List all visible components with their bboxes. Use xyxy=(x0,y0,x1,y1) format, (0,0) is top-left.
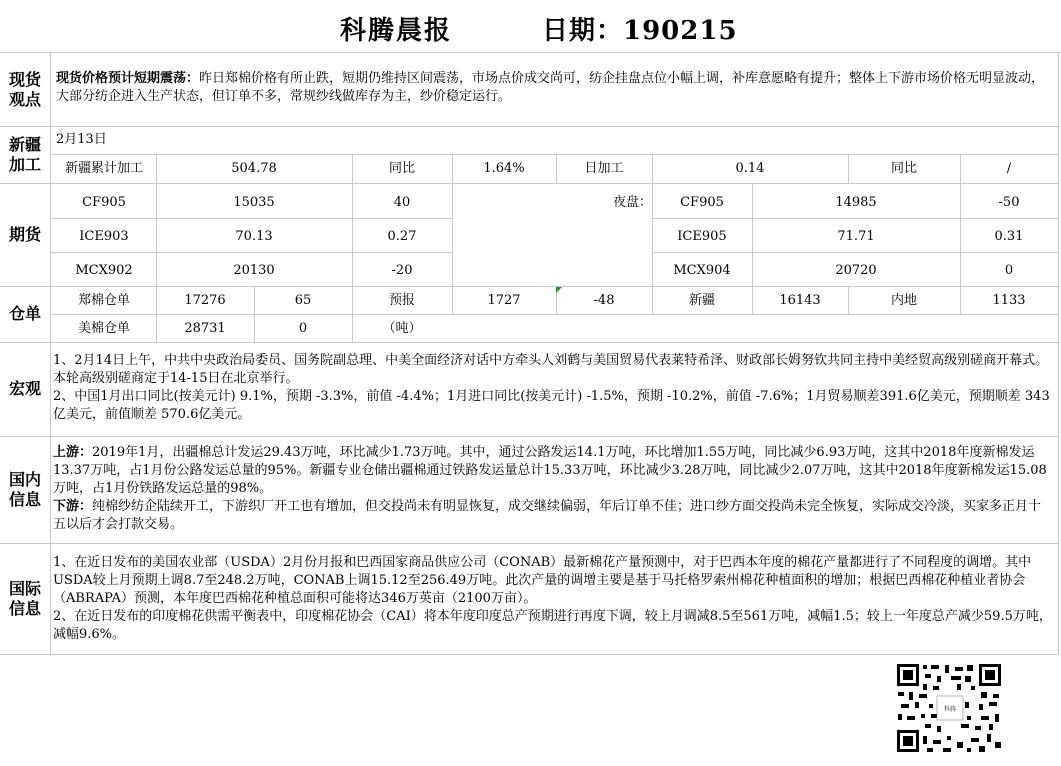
xinjiang-cumulative-value: 504.78 xyxy=(231,161,277,176)
spot-section-label: 现货 观点 xyxy=(8,70,41,109)
cell-comment-marker xyxy=(556,287,562,293)
divider xyxy=(848,286,849,314)
macro-text xyxy=(53,352,1053,424)
xinjiang-daily-yoy-value: / xyxy=(1006,161,1012,176)
divider xyxy=(652,154,653,183)
divider xyxy=(960,286,961,314)
warehouse-section-label: 仓单 xyxy=(8,304,41,323)
upstream-label: 上游： xyxy=(53,445,93,460)
divider xyxy=(156,183,157,286)
divider xyxy=(50,218,452,219)
divider xyxy=(960,183,961,286)
divider xyxy=(848,154,849,183)
divider xyxy=(652,183,653,286)
xinjiang-yoy-value: 1.64% xyxy=(483,161,525,176)
forecast-label: 预报 xyxy=(388,293,415,308)
xinjiang-receipt-label: 新疆 xyxy=(688,293,715,308)
divider xyxy=(652,252,1058,253)
macro-paragraph-1: 1、2月14日上午，中共中央政治局委员、国务院副总理、中美全面经济对话中方牵头人刘鹤与美国贸易代表莱特希泽、财政部长姆努钦共同主持中美经贸高级别磋商开幕式。本轮高级别磋商定于14-15日在北京举行。 xyxy=(53,353,1049,386)
spot-headline: 现货价格预计短期震荡： xyxy=(56,71,200,86)
divider xyxy=(156,154,157,183)
futures-day-price: 70.13 xyxy=(235,229,273,244)
divider xyxy=(0,286,1058,287)
forecast-value: 1727 xyxy=(487,293,521,308)
spot-body: 昨日郑棉价格有所止跌，短期仍维持区间震荡，市场点价成交尚可，纺企挂盘点位小幅上调，补库意愿略有提升；整体上下游市场价格无明显波动，大部分纺企进入生产状态，但订单不多，常规纱线做库存为主，纱价稳定运行。 xyxy=(56,71,1045,104)
divider xyxy=(0,654,1058,655)
divider xyxy=(50,154,1058,155)
report-header xyxy=(0,0,1061,53)
divider xyxy=(652,218,1058,219)
zheng-receipt-label: 郑棉仓单 xyxy=(77,293,130,308)
downstream-label: 下游： xyxy=(53,499,93,514)
domestic-section-label: 国内 信息 xyxy=(8,470,41,509)
unit-label: （吨） xyxy=(382,321,422,336)
us-receipt-change: 0 xyxy=(298,321,308,336)
zheng-receipt-value: 17276 xyxy=(184,293,226,308)
divider xyxy=(452,154,453,183)
divider xyxy=(556,154,557,183)
futures-night-name: CF905 xyxy=(680,195,724,210)
xinjiang-yoy-label: 同比 xyxy=(388,161,415,176)
xinjiang-daily-yoy-label: 同比 xyxy=(890,161,917,176)
international-paragraph-1: 1、在近日发布的美国农业部（USDA）2月份月报和巴西国家商品供应公司（CONAB）最新棉花产量预测中，对于巴西本年度的棉花产量都进行了不同程度的调增。其中USDA较上月预期上调8.7至248.2万吨，CONAB上调15.12至256.49万吨。此次产量的调增主要是基于马托格罗索州棉花种植面积的增加；根据巴西棉花种植业者协会（ABRAPA）预测，本年度巴西棉花种植总面积可能将达346万英亩（2100万亩）。 xyxy=(53,555,1032,606)
divider xyxy=(352,154,353,183)
futures-day-price: 20130 xyxy=(233,263,275,278)
futures-night-label: 夜盘： xyxy=(612,195,652,210)
xinjiang-daily-label: 日加工 xyxy=(584,161,624,176)
zheng-receipt-change: 65 xyxy=(294,293,312,308)
divider xyxy=(50,314,1058,315)
futures-section-label: 期货 xyxy=(8,225,41,244)
domestic-upstream xyxy=(53,444,1053,498)
qr-code xyxy=(895,662,1003,754)
futures-night-change: 0 xyxy=(1004,263,1014,278)
report-date: 日期：190215 xyxy=(542,16,738,46)
futures-night-price: 71.71 xyxy=(837,229,875,244)
futures-night-name: MCX904 xyxy=(673,263,731,278)
futures-night-price: 14985 xyxy=(835,195,877,210)
futures-day-name: CF905 xyxy=(82,195,126,210)
futures-day-price: 15035 xyxy=(233,195,275,210)
macro-paragraph-2: 2、中国1月出口同比(按美元计) 9.1%，预期 -3.3%，前值 -4.4%；1月进口同比(按美元计) -1.5%，预期 -10.2%，前值 -7.6%；1月贸易顺差391.6亿美元，预期顺差 343亿美元，前值顺差 570.6亿美元。 xyxy=(53,389,1050,422)
divider xyxy=(0,543,1058,544)
report-title: 科腾晨报 xyxy=(340,16,453,46)
downstream-text: 纯棉纱纺企陆续开工，下游织厂开工也有增加，但交投尚未有明显恢复，成交继续偏弱，年后订单不佳；进口纱方面交投尚未完全恢复，实际成交冷淡，买家多正月十五以后才会打款交易。 xyxy=(53,499,1042,532)
xinjiang-daily-value: 0.14 xyxy=(735,161,765,176)
futures-day-name: ICE903 xyxy=(79,229,129,244)
futures-day-name: MCX902 xyxy=(75,263,133,278)
international-paragraph-2: 2、在近日发布的印度棉花供需平衡表中，印度棉花协会（CAI）将本年度印度总产预期进行再度下调，较上月调减8.5至561万吨，减幅1.5；较上一年度总产减少59.5万吨，减幅9.6%。 xyxy=(53,609,1052,642)
right-border xyxy=(1058,52,1059,654)
futures-night-change: 0.31 xyxy=(994,229,1024,244)
divider xyxy=(452,183,453,286)
divider xyxy=(0,126,1058,127)
international-text xyxy=(53,554,1053,644)
divider xyxy=(0,183,1058,184)
qr-caption: 科腾 xyxy=(943,706,957,713)
futures-night-price: 20720 xyxy=(835,263,877,278)
futures-night-name: ICE905 xyxy=(677,229,727,244)
xinjiang-cumulative-label: 新疆累计加工 xyxy=(64,161,143,176)
divider xyxy=(0,436,1058,437)
macro-section-label: 宏观 xyxy=(8,379,41,398)
divider xyxy=(652,286,653,314)
domestic-text xyxy=(53,444,1053,534)
futures-night-change: -50 xyxy=(998,195,1020,210)
xinjiang-section-label: 新疆 加工 xyxy=(8,135,41,174)
divider xyxy=(50,252,452,253)
xinjiang-date: 2月13日 xyxy=(56,132,107,147)
upstream-text: 2019年1月，出疆棉总计发运29.43万吨，环比减少1.73万吨。其中，通过公路发运14.1万吨，环比增加1.55万吨，同比减少6.93万吨，这其中2018年度新棉发运13.37万吨，占1月份公路发运总量的95%。新疆专业仓储出疆棉通过铁路发运量总计15.33万吨，环比减少3.28万吨，同比减少2.07万吨，这其中2018年度新棉发运15.08万吨，占1月份铁路发运总量的98%。 xyxy=(53,445,1047,496)
divider xyxy=(352,183,353,286)
label-divider xyxy=(50,52,51,654)
international-section-label: 国际 信息 xyxy=(8,579,41,618)
futures-day-change: 40 xyxy=(393,195,411,210)
domestic-downstream xyxy=(53,498,1053,534)
spot-view-text xyxy=(56,70,1056,106)
inland-receipt-value: 1133 xyxy=(992,293,1026,308)
xinjiang-receipt-value: 16143 xyxy=(779,293,821,308)
divider xyxy=(752,183,753,286)
divider xyxy=(0,342,1058,343)
divider xyxy=(752,286,753,314)
futures-day-change: -20 xyxy=(391,263,413,278)
forecast-change: -48 xyxy=(593,293,615,308)
inland-receipt-label: 内地 xyxy=(890,293,917,308)
divider xyxy=(452,286,453,314)
us-receipt-label: 美棉仓单 xyxy=(77,321,130,336)
futures-day-change: 0.27 xyxy=(387,229,417,244)
divider xyxy=(960,154,961,183)
us-receipt-value: 28731 xyxy=(184,321,226,336)
